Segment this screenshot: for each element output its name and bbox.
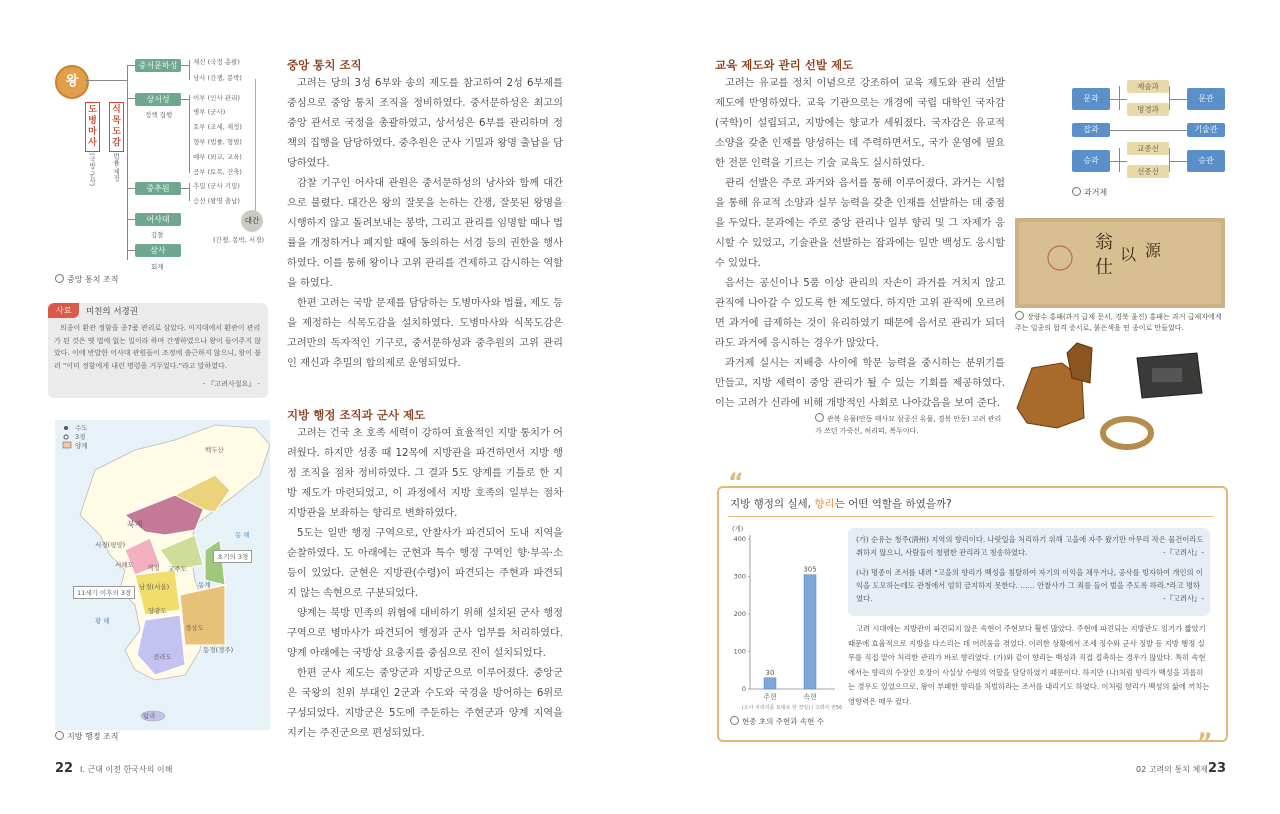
exam-middle: 명경과 [1127,103,1169,116]
eosadae-box: 어사대 [135,213,181,226]
paragraph: 고려는 유교를 정치 이념으로 강조하여 교육 제도와 관리 선발 제도에 반영하였다. 교육 기관으로는 개경에 국립 대학인 국자감(국학)이 설립되고, 지방에는 향교가 세워졌다. 국자감은 유교적 소양을 갖춘 인재를 양성하는 데 주력하면서도, 국가 운영에 필요한 전문 인력을 기르는 기술 교육도 실시하였다. [715,78,1005,169]
svg-text:翁: 翁 [1095,232,1113,253]
caption-icon [1072,187,1081,196]
right-footer-text: 02 고려의 통치 체제 [1136,765,1208,774]
y-tick-label: 200 [733,610,746,618]
section2-body [287,424,563,744]
paragraph: 한편 고려는 국방 문제를 담당하는 도병마사와 법률, 제도 등을 제정하는 식목도감을 설치하였다. 도병마사와 식목도감은 고려만의 독자적인 기구로, 중서문하성과 중추원의 고위 관리인 재신과 추밀의 합의제로 운영되었다. [287,298,563,369]
jungchu-item: 추밀 (군사 기밀) [193,182,240,190]
sikmok-sub: 법률·제정 [112,153,120,182]
chart-caption: 현종 초의 주현과 속현 수 [730,716,824,727]
bar-chart-svg [728,524,843,714]
source-text: 의종이 환관 정함을 종7품 관리로 삼았다. 이지대에서 환관이 관리가 된 것은 옛 법에 없는 일이라 하며 간쟁하였으나 왕이 들어주지 않았다. 이에 반발한 어사대 관원들이 조정에 출근하지 않으니, 왕이 불러 "이미 정함에게 내린 명령을 거두었다."라고 말하였다. [54,324,262,370]
bar-value-label: 30 [765,668,775,677]
exam-middle: 교종선 [1127,142,1169,155]
left-page-number: 22 [55,761,74,776]
garment-caption: 관복 유물(안동 태사묘 삼공신 유물, 경북 안동) 고려 관리가 쓰던 가죽신, 허리띠, 복두이다. [815,415,1002,435]
exam-right: 문관 [1187,88,1225,110]
caption-icon [55,731,64,740]
map-caption: 지방 행정 조직 [55,731,118,742]
paragraph: 한편 군사 제도는 중앙군과 지방군으로 이루어졌다. 중앙군은 국왕의 친위 부대인 2군과 수도와 국경을 방어하는 6위로 구성되었다. 지방군은 5도에 주둔하는 주현군과 양계 지역을 지키는 주진군으로 편성되었다. [287,668,563,739]
label-seohaedo: 서해도 [115,561,134,569]
ministry-item: 이부 (인사 관리) [193,94,240,102]
label-gyojudo: 교주도 [168,565,187,573]
jungchu-box: 중추원 [135,182,181,195]
y-axis-unit: (개) [732,525,744,533]
exam-left: 문과 [1072,88,1110,110]
sikmok-label: 식목도감 [109,102,124,152]
legend-yanggye: 양계 [75,442,88,450]
org-chart [55,55,270,280]
legend-3gyeong: 3경 [75,433,86,441]
bar-속현 [804,575,816,689]
inquiry-question: 지방 행정의 실세, 향리는 어떤 역할을 하였을까? [730,498,952,510]
ministry-item: 호부 (조세, 재정) [193,123,242,131]
label-late: 11세기 이후의 3경 [73,586,135,599]
label-donggyeong: 동경(경주) [203,646,234,654]
label-gyeongsangdo: 경상도 [185,624,204,632]
jungseo-item: 재신 (국정 총괄) [193,58,240,66]
svg-text:仕: 仕 [1095,257,1113,278]
inquiry-analysis: 고려 시대에는 지방관이 파견되지 않은 속현이 주현보다 훨씬 많았다. 주현에 파견되는 지방관도 임기가 짧았기 때문에 효율적으로 지방을 다스리는 데 어려움을 겪었다. 이러한 상황에서 조세 징수와 군사 징발 등 지방 행정 실무를 직접 맡아 처리한 관리가 바로 향리였다. (가)와 같이 향리는 백성과 직접 접촉하는 경우가 많았다. 특히 속현에서는 향리의 수장인 호장이 사실상 수령의 역할을 담당하였기 때문이다. 하지만 (나)처럼 향리가 백성을 괴롭히는 경우도 있었으므로, 왕이 부패한 향리를 처벌하라는 조서를 내리기도 하였다. 이처럼 향리가 백성의 삶에 끼치는 영향력은 매우 컸다. [848,624,1210,706]
exam-chart-caption: 과거제 [1072,187,1107,198]
open-quote-mark: “ [728,468,744,496]
sangseo-sub: 정책 집행 [145,111,173,119]
label-gaegyeong: 개경 [147,564,160,572]
exam-middle: 제술과 [1127,80,1169,93]
section1-title: 중앙 통치 조직 [287,58,362,72]
legend-capital: 수도 [75,424,88,432]
jungseo-item: 낭사 (간쟁, 봉박) [193,74,242,82]
caption-icon [1015,311,1024,320]
y-tick-label: 0 [741,685,746,693]
label-donghae: 동 해 [235,531,250,539]
y-tick-label: 300 [733,572,746,581]
dobyeong-sub: (국방·군사) [88,153,96,187]
label-tamna: 탐라 [143,712,156,720]
label-hwanghae: 황 해 [95,617,110,625]
label-namgyeong: 남경(서울) [139,583,170,591]
label-jeollado: 전라도 [153,653,172,661]
category-label: 속현 [803,693,817,701]
right-page-number: 23 [1208,761,1227,776]
ministry-item: 형부 (법률, 형벌) [193,138,242,146]
section1-body [287,74,563,374]
section3-body [715,74,1005,414]
chart-note: (오사 지리지를 토대로 한 것임) / 고려사 권56 [741,705,843,711]
daegan-sub: (간쟁, 봉박, 서경) [213,236,265,244]
paragraph: 음서는 공신이나 5품 이상 관리의 자손이 과거를 거치지 않고 관직에 나아갈 수 있도록 한 제도였다. 하지만 고위 관직에 오르려면 과거에 급제하는 것이 유리하였기 때문에 음서로 관리가 되더라도 과거에 응시하는 경우가 많았다. [715,278,1005,349]
section2-title: 지방 행정 조직과 군사 제도 [287,408,426,422]
left-footer-text: I. 근대 이전 한국사의 이해 [80,765,173,774]
category-label: 주현 [763,693,777,701]
caption-icon [815,413,824,422]
source-na: (나) 명종이 조서를 내려 "고을의 향리가 백성을 침탈하여 자기의 이익을 채우거나, 공사를 빙자하여 개인의 이익을 도모하는데도 관청에서 엄히 금지하지 못한다. …… 안찰사가 그 죄를 들어 벌을 주도록 하라."라고 명하였다. -『고려사』- [856,568,1204,603]
svg-text:源: 源 [1145,241,1162,260]
paragraph: 감찰 기구인 어사대 관원은 중서문하성의 낭사와 함께 대간으로 불렸다. 대간은 왕의 잘못을 논하는 간쟁, 잘못된 왕명을 시행하지 않고 돌려보내는 봉박, 그리고 관리를 임명할 때나 법률을 개정하거나 폐지할 때에 동의하는 서경 등의 권한을 행사하였다. 이를 통해 왕이나 고위 관리를 견제하고 감시하는 역할을 하였다. [287,178,563,289]
jungseo-box: 중서문하성 [135,59,181,72]
label-donggye: 동계 [198,581,211,589]
caption-icon [55,274,64,283]
source-box [48,303,268,398]
exam-right: 승관 [1187,150,1225,172]
svg-text:以: 以 [1120,245,1137,264]
paragraph: 양계는 북방 민족의 위협에 대비하기 위해 설치된 군사 행정 구역으로 병마사가 파견되어 행정과 군사 업무를 처리하였다. 양계 아래에는 국방상 요충지를 중심으로 진이 설치되었다. [287,608,563,659]
paragraph: 과거제 실시는 지배층 사이에 학문 능력을 중시하는 분위기를 만들고, 지방 세력이 중앙 관리가 될 수 있는 기회를 제공하였다. 이는 고려가 신라에 비해 개방적인 사회로 나아갔음을 보여 준다. [715,358,1005,409]
exam-left: 승과 [1072,150,1110,172]
hyeon-bar-chart [728,524,843,714]
org-chart-caption: 중앙 통치 조직 [55,274,118,285]
label-yanggwangdo: 양광도 [148,607,167,615]
bar-주현 [764,678,776,689]
exam-left: 잡과 [1072,123,1110,137]
paragraph: 5도는 일반 행정 구역으로, 안찰사가 파견되어 도내 지역을 순찰하였다. 도 아래에는 군현과 특수 행정 구역인 향·부곡·소 등이 있었다. 군현은 지방관(수령)이 파견되는 주현과 파견되지 않는 속현으로 구분되었다. [287,528,563,599]
source-title: 미친의 서경권 [86,307,138,317]
ministry-item: 공부 (토목, 건축) [193,168,242,176]
sangseo-box: 상서성 [135,93,181,106]
inquiry-divider [728,516,1213,517]
ministry-item: 병부 (군사) [193,108,226,116]
source-cite: - 『고려사절요』 - [202,380,260,388]
eosadae-sub: 감찰 [151,231,164,239]
close-quote-mark: ” [1197,728,1213,756]
paragraph: 고려는 당의 3성 6부와 송의 제도를 참고하여 2성 6부제를 중심으로 중앙 통치 조직을 정비하였다. 중서문하성은 최고의 중앙 관서로 국정을 총괄하였고, 상서성은 6부를 관리하며 정책의 집행을 담당하였다. 중추원은 군사 기밀과 왕명 출납을 담당하였다. [287,78,563,169]
source-tag: 사료 [48,303,79,318]
exam-system-chart [1072,80,1227,185]
source-ga: (가) 순유는 청주(淸州) 지역의 향리이다. 나랏일을 처리하기 위해 고을에 자주 왔기만 아무리 작은 물건이라도 취하지 않으니, 사람들이 청렴한 관리라고 칭송하였다. -『고려사』- [856,535,1204,557]
paragraph: 고려는 건국 초 호족 세력이 강하여 효율적인 지방 통치가 어려웠다. 하지만 성종 때 12목에 지방관을 파견하면서 지방 행정 조직을 점차 정비하였다. 그 결과 5도 양계를 기틀로 한 지방 제도가 마련되었고, 이 과정에서 지방 호족의 일부는 점차 지방관을 보좌하는 향리로 변화하였다. [287,428,563,519]
samsa-box: 삼사 [135,244,181,257]
ministry-item: 예부 (외교, 교육) [193,153,242,161]
y-tick-label: 100 [733,647,746,656]
label-early: 초기의 3경 [213,550,252,563]
king-badge: 왕 [55,65,89,99]
korea-map [55,420,270,730]
y-tick-label: 400 [733,535,746,543]
label-bukgye: 북계 [127,520,143,529]
hongpae-caption: 장량수 홍패(과거 급제 문서, 경북 울진) 홍패는 과거 급제자에게 주는 일종의 합격 증서로, 붉은색을 띤 종이로 만들었다. [1015,313,1222,332]
jungchu-item: 승선 (왕명 출납) [193,197,240,205]
label-seogyeong: 서경(평양) [95,541,126,549]
daegan-badge: 대간 [241,210,263,232]
bar-value-label: 305 [803,565,817,574]
garment-photo [1012,338,1222,456]
paragraph: 관리 선발은 주로 과거와 음서를 통해 이루어졌다. 과거는 시험을 통해 유교적 소양과 실무 능력을 갖춘 인재를 선발하는 데 중점을 두었다. 문과에는 주로 중앙 관리나 일부 향리 및 그 자제가 응시할 수 있었고, 기술관을 선발하는 잡과에는 일반 백성도 응시할 수 있었다. [715,178,1005,269]
exam-right: 기술관 [1187,123,1225,137]
section3-title: 교육 제도와 관리 선발 제도 [715,58,854,72]
samsa-sub: 회계 [151,263,164,271]
label-baekdu: 백두산 [205,446,224,454]
caption-icon [730,716,739,725]
hongpae-photo [1015,218,1225,308]
dobyeong-label: 도병마사 [85,102,100,152]
exam-middle: 선종선 [1127,165,1169,178]
